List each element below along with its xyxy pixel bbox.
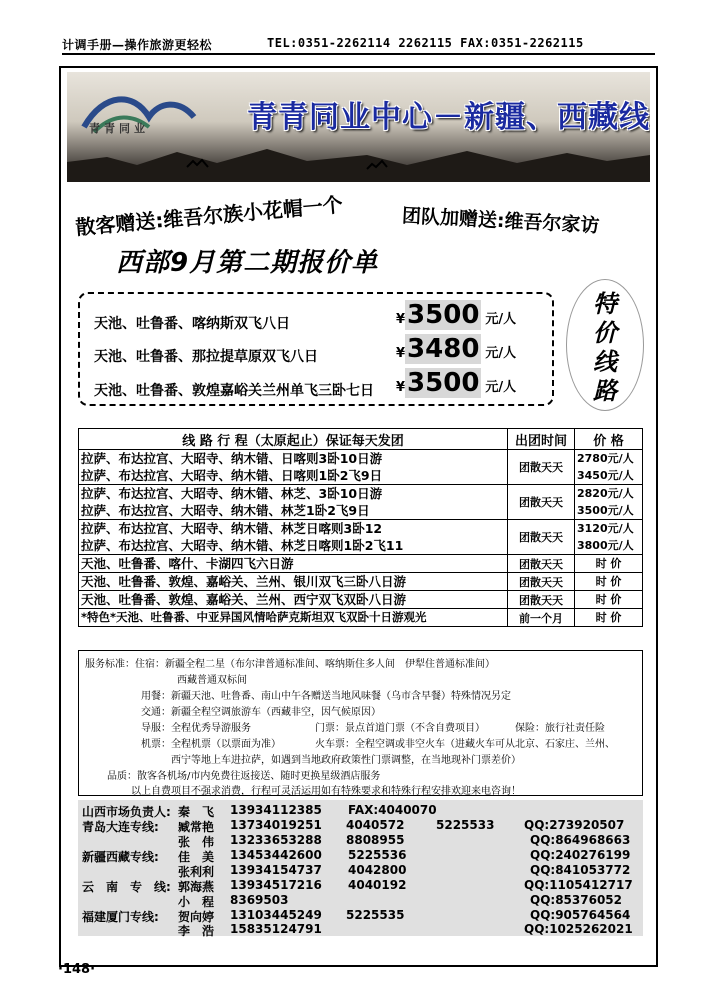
header-divider	[62, 53, 655, 55]
note-line: 火车票：全程空调或非空火车（进藏火车可从北京、石家庄、兰州、	[315, 739, 615, 750]
note-line: 用餐：新疆天池、吐鲁番、南山中午各赠送当地风味餐（乌市含早餐）特殊情况另定	[141, 691, 511, 702]
contact-phone: 13233653288	[230, 833, 322, 847]
route-cell: 天池、吐鲁番、喀什、卡湖四飞六日游	[79, 555, 508, 573]
badge-char: 线	[593, 348, 617, 376]
note-line: 导服：全程优秀导游服务	[141, 723, 251, 734]
featured-price: ¥3500 元/人	[396, 368, 517, 398]
note-line: 品质：散客各机场/市内免费往返接送、随时更换星级酒店服务	[107, 771, 381, 782]
contact-qq: QQ:841053772	[530, 863, 631, 877]
departure-cell: 前一个月	[508, 609, 575, 627]
contact-phone: 13934517216	[230, 878, 322, 892]
contacts-panel	[78, 800, 643, 936]
departure-cell: 团散天天	[508, 450, 575, 485]
header-slogan: 计调手册—操作旅游更轻松	[62, 38, 213, 52]
table-row	[79, 573, 643, 591]
contact-tel: 4040572	[346, 818, 405, 832]
departure-cell: 团散天天	[508, 591, 575, 609]
route-cell: 拉萨、布达拉宫、大昭寺、纳木错、林芝、3卧10日游 拉萨、布达拉宫、大昭寺、纳木错、林芝1卧2飞9日	[79, 485, 508, 520]
featured-price: ¥3480 元/人	[396, 334, 517, 364]
contact-phone: 13734019251	[230, 818, 322, 832]
contact-label: 青岛大连专线:	[82, 820, 159, 834]
route-cell: 天池、吐鲁番、敦煌、嘉峪关、兰州、银川双飞三卧八日游	[79, 573, 508, 591]
contact-phone: 8369503	[230, 893, 289, 907]
contact-qq: QQ:240276199	[530, 848, 631, 862]
note-line: 门票：景点首道门票（不含自费项目）	[315, 723, 485, 734]
contact-tel: 5225536	[348, 848, 407, 862]
page-number: ·148·	[58, 962, 96, 977]
departure-cell: 团散天天	[508, 573, 575, 591]
table-row	[79, 450, 643, 485]
contact-qq: QQ:85376052	[530, 893, 622, 907]
note-line: 以上自费项目不强求消费，行程可灵活运用如有特殊要求和特殊行程安排欢迎来电咨询！	[131, 786, 521, 797]
header-price: 价 格	[575, 429, 643, 450]
route-cell: 拉萨、布达拉宫、大昭寺、纳木错、林芝日喀则3卧12 拉萨、布达拉宫、大昭寺、纳木错、林芝日喀则1卧2飞11	[79, 520, 508, 555]
price-cell: 时 价	[575, 573, 643, 591]
featured-route: 天池、吐鲁番、敦煌嘉峪关兰州单飞三卧七日	[94, 383, 374, 399]
contact-qq: QQ:905764564	[530, 908, 631, 922]
note-line: 西藏普通双标间	[177, 675, 247, 686]
note-line: 机票：全程机票（以票面为准）	[141, 739, 281, 750]
route-cell: 拉萨、布达拉宫、大昭寺、纳木错、日喀则3卧10日游 拉萨、布达拉宫、大昭寺、纳木错、日喀则1卧2飞9日	[79, 450, 508, 485]
header-departure: 出团时间	[508, 429, 575, 450]
contact-name: 小 程	[178, 895, 215, 909]
contact-tel: FAX:4040070	[348, 803, 437, 817]
contact-qq: QQ:273920507	[524, 818, 625, 832]
gift-individual: 散客赠送:维吾尔族小花帽一个	[74, 192, 344, 240]
contact-name: 佳 美	[178, 850, 215, 864]
contact-tel: 4040192	[348, 878, 407, 892]
price-cell: 时 价	[575, 555, 643, 573]
contact-label: 福建厦门专线:	[82, 910, 159, 924]
banner-title: 青青同业中心－新疆、西藏线	[247, 100, 650, 135]
header-tel: TEL:0351-2262114 2262115 FAX:0351-2262115	[267, 36, 584, 50]
price-cell: 2780元/人 3450元/人	[575, 450, 643, 485]
featured-route: 天池、吐鲁番、那拉提草原双飞八日	[94, 349, 318, 365]
main-title: 西部9月第二期报价单	[116, 248, 379, 278]
contact-label: 云 南 专 线:	[82, 880, 171, 894]
price-cell: 时 价	[575, 609, 643, 627]
contact-label: 新疆西藏专线:	[82, 850, 159, 864]
route-cell: *特色*天池、吐鲁番、中亚异国风情哈萨克斯坦双飞双卧十日游观光	[79, 609, 508, 627]
contact-phone: 15835124791	[230, 922, 322, 936]
contact-qq: QQ:1025262021	[524, 922, 633, 936]
gift-group: 团队加赠送:维吾尔家访	[401, 204, 600, 238]
contact-phone: 13934154737	[230, 863, 322, 877]
price-cell: 2820元/人 3500元/人	[575, 485, 643, 520]
table-header-row	[79, 429, 643, 450]
route-cell: 天池、吐鲁番、敦煌、嘉峪关、兰州、西宁双飞双卧八日游	[79, 591, 508, 609]
departure-cell: 团散天天	[508, 555, 575, 573]
note-line: 西宁等地上车进拉萨，如遇到当地政府政策性门票调整，在当地现补门票差价）	[171, 755, 521, 766]
note-line: 交通：新疆全程空调旅游车（西藏非空，因气候原因）	[141, 707, 381, 718]
contact-name: 秦 飞	[178, 805, 215, 819]
table-row	[79, 609, 643, 627]
price-cell: 3120元/人 3800元/人	[575, 520, 643, 555]
contact-name: 张 伟	[178, 835, 215, 849]
price-cell: 时 价	[575, 591, 643, 609]
contact-name: 臧常艳	[178, 820, 215, 834]
contact-name: 郭海燕	[178, 880, 215, 894]
contact-tel: 4042800	[348, 863, 407, 877]
contact-name: 张利利	[178, 865, 215, 879]
table-row	[79, 520, 643, 555]
featured-route: 天池、吐鲁番、喀纳斯双飞八日	[94, 316, 290, 332]
contact-name: 李 浩	[178, 924, 215, 938]
badge-char: 价	[593, 319, 617, 347]
note-line: 保险：旅行社责任险	[515, 723, 605, 734]
contact-qq: QQ:1105412717	[524, 878, 633, 892]
contact-phone: 13103445249	[230, 908, 322, 922]
departure-cell: 团散天天	[508, 520, 575, 555]
special-offer-badge	[567, 280, 643, 410]
header-slogan-line	[62, 36, 654, 53]
header-route: 线 路 行 程（太原起止）保证每天发团	[79, 429, 508, 450]
table-row	[79, 591, 643, 609]
contact-name: 贺向婷	[178, 910, 215, 924]
table-row	[79, 485, 643, 520]
banner	[67, 72, 650, 182]
note-line: 服务标准：住宿：新疆全程二星（布尔津普通标准间、喀纳斯住多人间 伊犁住普通标准间）	[85, 659, 495, 670]
departure-cell: 团散天天	[508, 485, 575, 520]
routes-table	[78, 428, 643, 627]
table-row	[79, 555, 643, 573]
contact-qq: QQ:864968663	[530, 833, 631, 847]
contact-phone: 13934112385	[230, 803, 322, 817]
contact-tel: 8808955	[346, 833, 405, 847]
contact-tel: 5225535	[346, 908, 405, 922]
featured-price: ¥3500 元/人	[396, 300, 517, 330]
logo-text: 青青同业	[89, 122, 149, 135]
badge-char: 路	[593, 377, 617, 405]
badge-char: 特	[593, 290, 617, 318]
contact-tel: 5225533	[436, 818, 495, 832]
service-notes	[78, 650, 643, 796]
contact-phone: 13453442600	[230, 848, 322, 862]
contact-label: 山西市场负责人:	[82, 805, 171, 819]
